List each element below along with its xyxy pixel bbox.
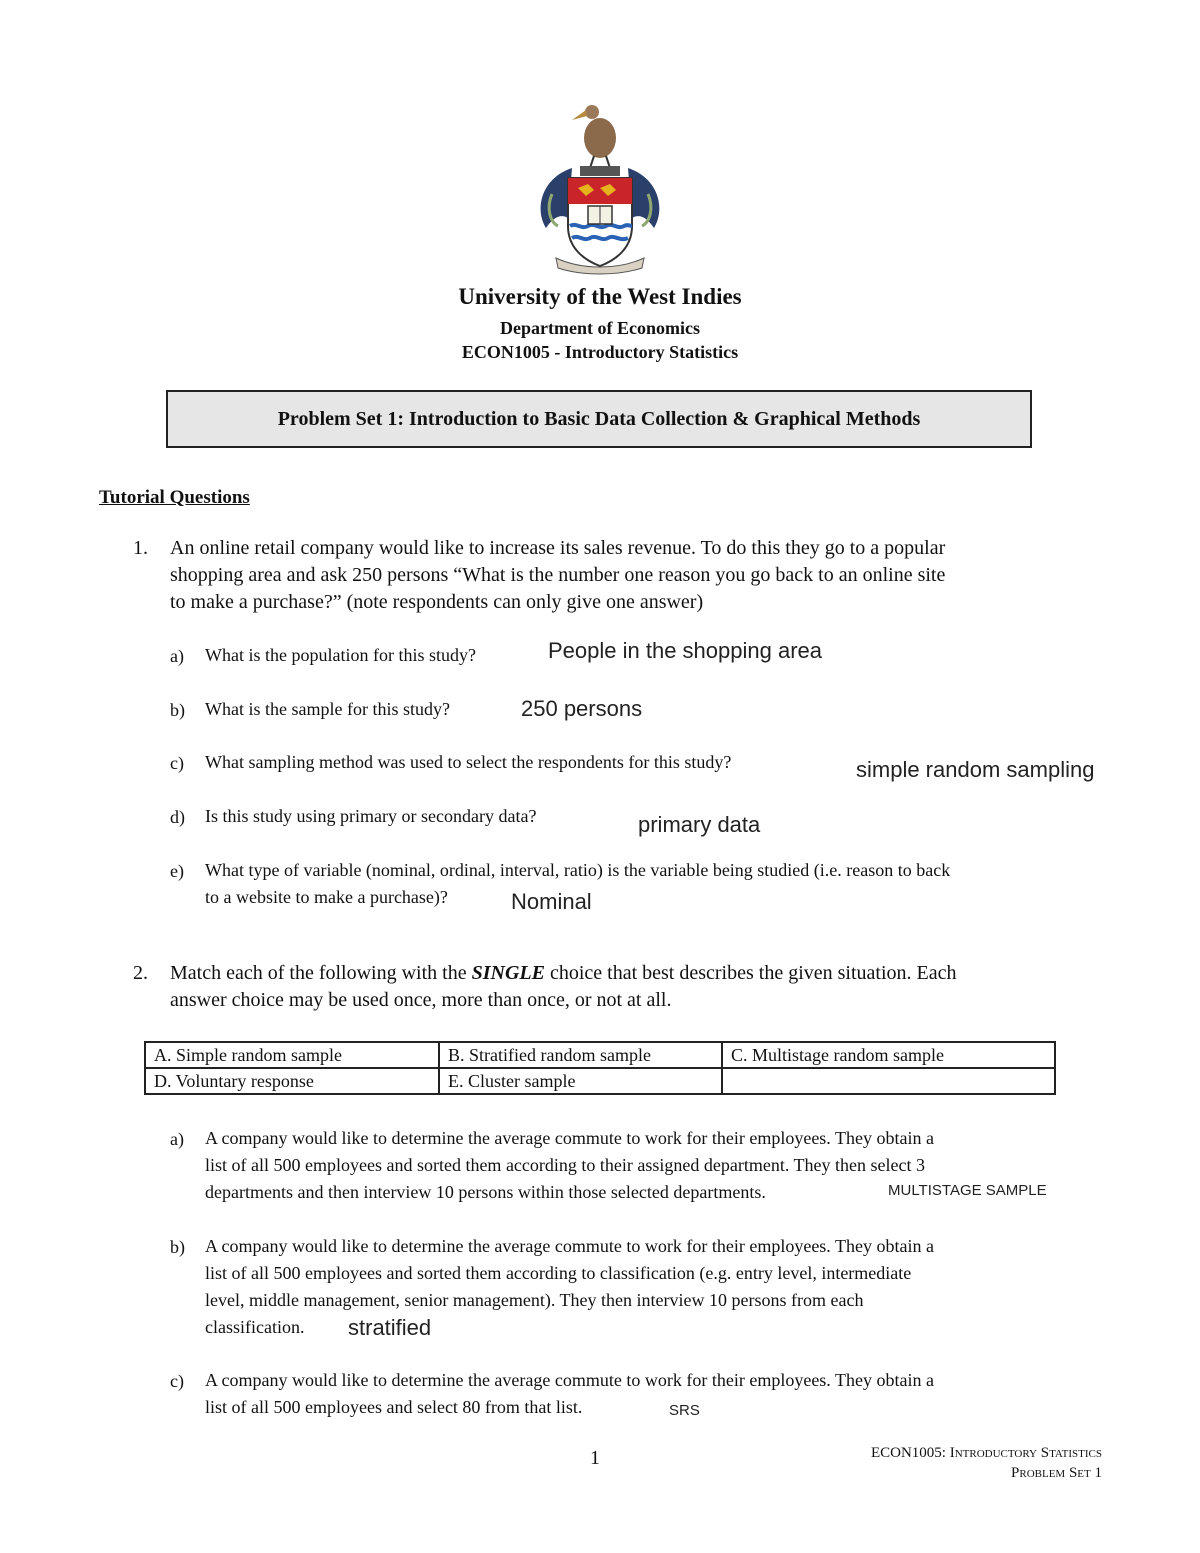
question-1-line: shopping area and ask 250 persons “What is the number one reason you go back to an online site	[170, 564, 946, 586]
q1-part-c-answer: simple random sampling	[856, 757, 1095, 782]
q2-part-b-line: A company would like to determine the average commute to work for their employees. They obtain a	[205, 1236, 934, 1256]
problem-set-title: Problem Set 1: Introduction to Basic Data Collection & Graphical Methods	[277, 407, 921, 430]
q1-part-b-answer: 250 persons	[521, 696, 643, 721]
department-name: Department of Economics	[500, 318, 700, 338]
question-2-number: 2.	[133, 962, 148, 984]
q1-part-a-answer: People in the shopping area	[548, 638, 822, 663]
q2-part-b-line: level, middle management, senior management). They then interview 10 persons from each	[205, 1290, 864, 1310]
choice-cell	[722, 1068, 1055, 1094]
q2-part-c-answer: SRS	[669, 1402, 700, 1419]
problem-set-title-box	[166, 390, 1032, 448]
page-number: 1	[590, 1447, 600, 1469]
q1-part-label: b)	[170, 700, 185, 720]
q2-part-label: c)	[170, 1371, 184, 1391]
choice-cell: E. Cluster sample	[439, 1068, 722, 1094]
q1-part-d-text: Is this study using primary or secondary data?	[205, 806, 537, 826]
question-1-line: An online retail company would like to increase its sales revenue. To do this they go to a popular	[170, 537, 946, 559]
question-2-text-part: choice that best describes the given situation. Each	[544, 962, 957, 984]
university-name: University of the West Indies	[458, 284, 742, 309]
question-1-line: to make a purchase?” (note respondents can only give one answer)	[170, 591, 704, 613]
q1-part-c-text: What sampling method was used to select the respondents for this study?	[205, 752, 732, 772]
q1-part-label: c)	[170, 753, 184, 773]
q2-part-a-line: A company would like to determine the average commute to work for their employees. They obtain a	[205, 1128, 934, 1148]
q1-part-label: d)	[170, 807, 185, 827]
choice-cell: B. Stratified random sample	[439, 1042, 722, 1068]
choice-cell: C. Multistage random sample	[722, 1042, 1055, 1068]
q2-part-b-line: classification.	[205, 1317, 305, 1337]
q1-part-e-line: What type of variable (nominal, ordinal, interval, ratio) is the variable being studied (i.e. reason to back	[205, 860, 951, 880]
q2-part-a-answer: MULTISTAGE SAMPLE	[888, 1182, 1047, 1199]
q1-part-e-answer: Nominal	[511, 889, 592, 914]
q2-part-b-text	[205, 1233, 1135, 1341]
q1-part-e-line: to a website to make a purchase)?	[205, 887, 448, 907]
q1-part-label: a)	[170, 646, 184, 666]
footer-problem-set: Problem Set 1	[1011, 1465, 1102, 1481]
q2-part-a-line: list of all 500 employees and sorted them according to their assigned department. They then select 3	[205, 1155, 925, 1175]
question-1-text	[170, 535, 1130, 616]
q2-part-c-line: list of all 500 employees and select 80 from that list.	[205, 1397, 583, 1417]
q1-part-label: e)	[170, 861, 184, 881]
q2-part-label: b)	[170, 1237, 185, 1257]
course-title: ECON1005 - Introductory Statistics	[461, 342, 739, 362]
q1-part-e-text	[205, 857, 1125, 911]
table-row	[145, 1042, 1055, 1068]
choice-cell: A. Simple random sample	[145, 1042, 439, 1068]
q1-part-a-text: What is the population for this study?	[205, 645, 476, 665]
choice-cell: D. Voluntary response	[145, 1068, 439, 1094]
question-2-text	[170, 960, 1130, 1014]
question-2-text-part: Match each of the following with the	[170, 962, 472, 984]
q2-part-b-line: list of all 500 employees and sorted them according to classification (e.g. entry level, intermediate	[205, 1263, 912, 1283]
answer-choices-table	[144, 1041, 1056, 1095]
question-1-number: 1.	[133, 537, 148, 559]
footer-course: ECON1005: Introductory Statistics	[870, 1445, 1102, 1461]
q2-part-b-answer: stratified	[348, 1315, 432, 1340]
table-row	[145, 1068, 1055, 1094]
question-2-emphasis: SINGLE	[471, 962, 545, 984]
question-2-line	[170, 960, 1130, 987]
q1-part-b-text: What is the sample for this study?	[205, 699, 450, 719]
section-title: Tutorial Questions	[99, 487, 250, 508]
university-crest-logo	[532, 98, 668, 276]
q2-part-label: a)	[170, 1129, 184, 1149]
q2-part-c-line: A company would like to determine the average commute to work for their employees. They obtain a	[205, 1370, 934, 1390]
question-2-line: answer choice may be used once, more than once, or not at all.	[170, 989, 672, 1011]
q2-part-a-line: departments and then interview 10 persons within those selected departments.	[205, 1182, 766, 1202]
q1-part-d-answer: primary data	[638, 812, 761, 837]
